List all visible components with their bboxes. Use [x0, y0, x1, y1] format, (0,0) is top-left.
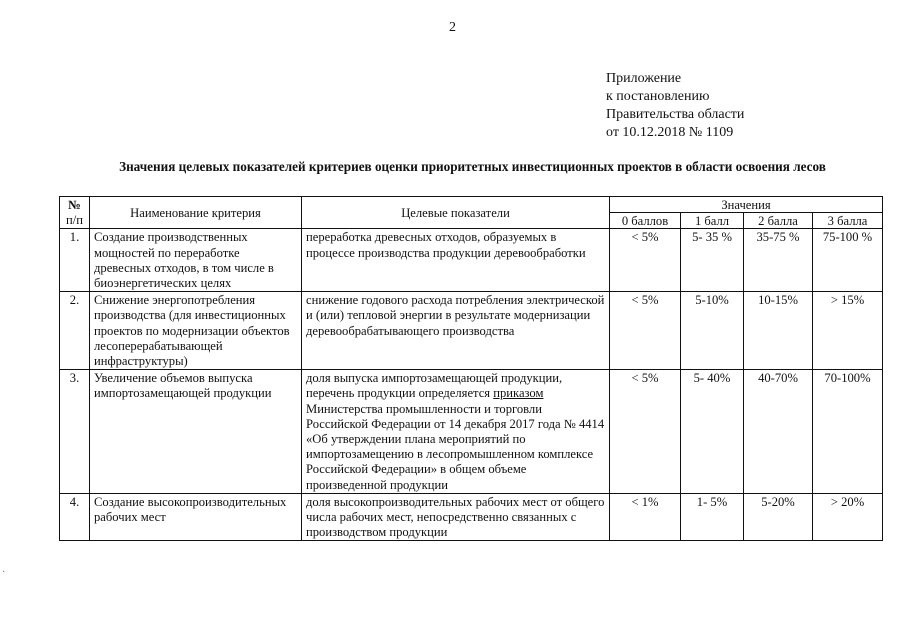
row-value-2: 5-20%	[744, 493, 813, 541]
header-values: Значения	[610, 197, 883, 213]
row-value-3: 75-100 %	[813, 229, 883, 292]
row-value-1: 5- 40%	[681, 370, 744, 494]
criteria-table	[59, 196, 883, 541]
row-value-2: 40-70%	[744, 370, 813, 494]
header-num-line1: №	[68, 198, 81, 212]
row-criterion: Создание производственных мощностей по переработке древесных отходов, в том числе в биоэнергетических целях	[90, 229, 302, 292]
row-value-3: 70-100%	[813, 370, 883, 494]
row-value-1: 5- 35 %	[681, 229, 744, 292]
row-value-3: > 15%	[813, 292, 883, 370]
header-criterion: Наименование критерия	[90, 197, 302, 229]
row-value-0: < 5%	[610, 370, 681, 494]
row-criterion: Создание высокопроизводительных рабочих мест	[90, 493, 302, 541]
row-value-0: < 1%	[610, 493, 681, 541]
header-score-2: 2 балла	[744, 213, 813, 229]
appendix-block	[606, 70, 744, 142]
row-value-1: 5-10%	[681, 292, 744, 370]
row-indicator: снижение годового расхода потребления электрической и (или) тепловой энергии в результате модернизации деревообрабатывающего производства	[302, 292, 610, 370]
row-indicator: переработка древесных отходов, образуемых в процессе производства продукции деревообработки	[302, 229, 610, 292]
row-value-2: 35-75 %	[744, 229, 813, 292]
row-criterion: Снижение энергопотребления производства (для инвестиционных проектов по модернизации объектов лесоперерабатывающей инфраструктуры)	[90, 292, 302, 370]
table-row	[60, 292, 883, 370]
table-row	[60, 370, 883, 494]
row-value-0: < 5%	[610, 292, 681, 370]
document-title: Значения целевых показателей критериев оценки приоритетных инвестиционных проектов в области освоения лесов	[119, 159, 826, 174]
row-value-3: > 20%	[813, 493, 883, 541]
row-indicator	[302, 370, 610, 494]
table-row	[60, 229, 883, 292]
row-number: 3.	[60, 370, 90, 494]
appendix-line-3: Правительства области	[606, 107, 745, 122]
header-num	[60, 197, 90, 229]
indicator-text-part2: Министерства промышленности и торговли Российской Федерации от 14 декабря 2017 года № 4414 «Об утверждении плана мероприятий по импортозамещению в лесопромышленном комплексе Российской Федерации» в общем объеме произведенной продукции	[306, 401, 605, 492]
header-score-1: 1 балл	[681, 213, 744, 229]
row-number: 1.	[60, 229, 90, 292]
appendix-line-4: от 10.12.2018 № 1109	[606, 125, 734, 140]
table-row	[60, 493, 883, 541]
header-indicators: Целевые показатели	[302, 197, 610, 229]
page-number: 2	[449, 20, 456, 35]
row-indicator: доля высокопроизводительных рабочих мест от общего числа рабочих мест, непосредственно связанных с производством продукции	[302, 493, 610, 541]
row-number: 4.	[60, 493, 90, 541]
header-score-3: 3 балла	[813, 213, 883, 229]
order-link[interactable]: приказом	[493, 386, 544, 401]
indicator-text-part1: доля выпуска импортозамещающей продукции, перечень продукции определяется	[306, 371, 563, 401]
row-criterion: Увеличение объемов выпуска импортозамещающей продукции	[90, 370, 302, 494]
header-score-0: 0 баллов	[610, 213, 681, 229]
appendix-line-1: Приложение	[606, 71, 682, 86]
scan-margin-mark: ·	[2, 567, 6, 578]
row-value-2: 10-15%	[744, 292, 813, 370]
appendix-line-2: к постановлению	[606, 89, 710, 104]
row-number: 2.	[60, 292, 90, 370]
row-value-1: 1- 5%	[681, 493, 744, 541]
header-row-top	[60, 197, 883, 213]
header-num-line2: п/п	[66, 213, 83, 228]
row-value-0: < 5%	[610, 229, 681, 292]
